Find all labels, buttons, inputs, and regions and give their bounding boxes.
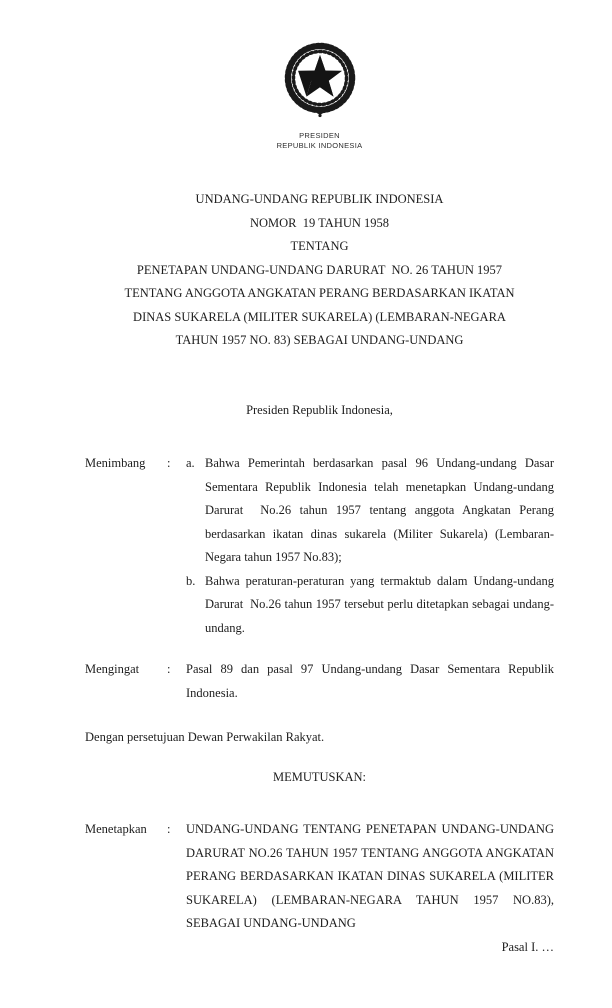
title-line-3: TENTANG (290, 239, 349, 253)
title-line-7: TAHUN 1957 NO. 83) SEBAGAI UNDANG-UNDANG (175, 333, 464, 347)
page-catchword-pasal: Pasal I. … (501, 939, 554, 954)
title-line-5: TENTANG ANGGOTA ANGKATAN PERANG BERDASARKAN IKATAN (124, 286, 515, 300)
clause-menetapkan-label: Menetapkan (85, 822, 147, 836)
clause-menetapkan-text: UNDANG-UNDANG TENTANG PENETAPAN UNDANG-UNDANG DARURAT NO.26 TAHUN 1957 TENTANG ANGGOTA ANGKATAN PERANG BERDASARKAN IKATAN DINAS SUKARELA (MILITER SUKARELA) (LEMBARAN-NEGARA TAHUN 1957 NO.83), SEBAGAI UNDANG-UNDANG (186, 822, 558, 930)
law-title-block (85, 188, 554, 353)
title-line-1: UNDANG-UNDANG REPUBLIK INDONESIA (195, 192, 444, 206)
clause-mengingat-label: Mengingat (85, 662, 140, 676)
star-wreath-emblem-icon (277, 40, 363, 122)
considering-item-b-text: Bahwa peraturan-peraturan yang termaktub dalam Undang-undang Darurat No.26 tahun 1957 tersebut perlu ditetapkan sebagai undang-undang. (205, 573, 558, 635)
title-line-2: NOMOR 19 TAHUN 1958 (249, 215, 390, 230)
letterhead-office (85, 131, 554, 150)
agreement-line: Dengan persetujuan Dewan Perwakilan Rakyat. (85, 730, 325, 744)
clause-menimbang-label: Menimbang (85, 456, 146, 470)
clause-menimbang-body (186, 452, 558, 640)
title-line-4: PENETAPAN UNDANG-UNDANG DARURAT NO. 26 TAHUN 1957 (136, 262, 503, 277)
clause-mengingat-colon: : (167, 662, 171, 676)
considering-item-b (186, 570, 558, 641)
decision-heading: MEMUTUSKAN: (272, 769, 367, 784)
letterhead-presiden-label: PRESIDEN (299, 131, 340, 140)
considering-item-a (186, 452, 558, 570)
clause-menetapkan (85, 818, 558, 936)
clause-mengingat (85, 658, 558, 705)
considering-item-a-marker: a. (186, 456, 195, 470)
title-line-6: DINAS SUKARELA (MILITER SUKARELA) (LEMBARAN-NEGARA (133, 309, 506, 324)
letterhead-republik-label: REPUBLIK INDONESIA (276, 140, 363, 150)
clause-menimbang (85, 452, 558, 640)
clause-menetapkan-colon: : (167, 822, 171, 836)
clause-mengingat-text: Pasal 89 dan pasal 97 Undang-undang Dasar Sementara Republik Indonesia. (186, 662, 558, 700)
clause-menimbang-colon: : (167, 456, 171, 470)
letterhead (85, 40, 554, 150)
considering-item-b-marker: b. (186, 573, 196, 588)
salutation-line: Presiden Republik Indonesia, (246, 402, 393, 417)
considering-item-a-text: Bahwa Pemerintah berdasarkan pasal 96 Undang-undang Dasar Sementara Republik Indonesia telah menetapkan Undang-undang Darurat No.26 tahun 1957 tentang anggota Angkatan Perang berdasarkan ikatan dinas sukarela (Militer Sukarela) (Lembaran-Negara tahun 1957 No.83); (205, 456, 558, 564)
